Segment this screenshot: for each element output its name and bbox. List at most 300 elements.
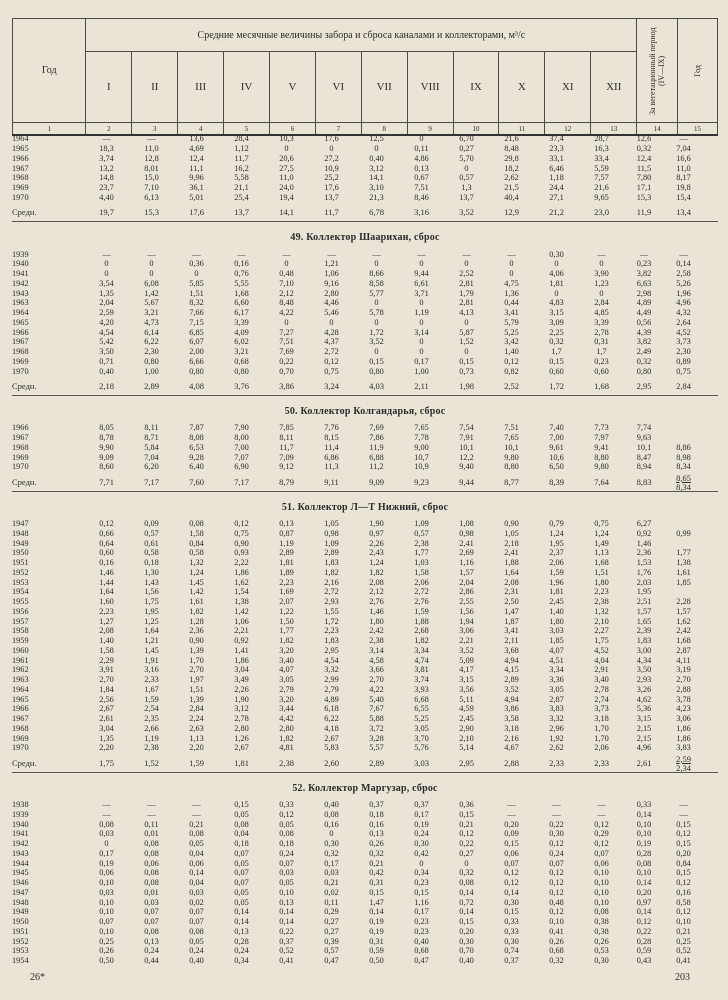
table-row <box>12 173 718 183</box>
cell-value: 0,41 <box>549 926 564 936</box>
cell-value: 1,80 <box>369 616 384 626</box>
mean-value: 4,03 <box>369 381 384 391</box>
cell-value: 3,20 <box>279 645 294 655</box>
header-month: XII <box>591 52 637 123</box>
cell-value: 8,78 <box>99 433 114 443</box>
cell-value: 0,08 <box>594 907 609 917</box>
cell-value: 10,7 <box>414 452 429 462</box>
cell-value: 4,52 <box>594 645 609 655</box>
cell-value: 1,45 <box>144 645 159 655</box>
header-months-row <box>13 52 718 123</box>
header-column-number: 11 <box>499 123 545 136</box>
row-year: 1969 <box>12 356 29 366</box>
cell-value: 0,07 <box>144 907 159 917</box>
cell-value: 5,77 <box>369 288 384 298</box>
cell-value: — <box>552 809 561 819</box>
cell-value: 0,16 <box>234 259 249 269</box>
header-month: VIII <box>407 52 453 123</box>
cell-value: 2,70 <box>369 675 384 685</box>
cell-value: 17,6 <box>324 134 339 144</box>
cell-value: 0,20 <box>459 926 474 936</box>
cell-value: 3,39 <box>594 317 609 327</box>
table-row <box>12 724 718 734</box>
cell-value: 27,1 <box>549 192 564 202</box>
cell-value: 2,68 <box>414 626 429 636</box>
cell-value: 6,27 <box>636 519 652 529</box>
cell-value: — <box>282 249 291 259</box>
cell-value: 8,00 <box>234 433 249 443</box>
cell-value: 7,54 <box>459 423 474 433</box>
cell-value: 0,17 <box>414 356 429 366</box>
cell-value: 1,43 <box>144 577 159 587</box>
cell-value: 7,66 <box>189 308 204 318</box>
cell-value: 8,80 <box>504 462 519 472</box>
mean-value: 1,59 <box>189 757 204 768</box>
cell-value: 1,05 <box>324 519 339 529</box>
cell-value: 0,58 <box>189 548 204 558</box>
cell-value: 8,58 <box>369 278 384 288</box>
cell-value: 2,70 <box>676 675 691 685</box>
cell-value: 3,52 <box>459 645 474 655</box>
cell-value: 0,08 <box>144 848 159 858</box>
cell-value: 7,15 <box>189 317 204 327</box>
cell-value: 2,00 <box>189 347 204 357</box>
cell-value: 2,89 <box>504 675 519 685</box>
cell-value: 0,75 <box>234 528 249 538</box>
cell-value: 0 <box>419 134 424 144</box>
cell-value: 1,54 <box>234 587 249 597</box>
cell-value: 2,20 <box>189 743 204 753</box>
mean-value: 3,86 <box>279 381 294 391</box>
cell-value: 1,41 <box>234 645 249 655</box>
cell-value: 0,52 <box>279 946 294 956</box>
cell-value: 2,30 <box>676 347 691 357</box>
cell-value: 7,65 <box>504 433 519 443</box>
cell-value: 0,17 <box>324 858 339 868</box>
cell-value: 6,55 <box>414 704 429 714</box>
cell-value: 2,12 <box>369 587 384 597</box>
cell-value: 2,72 <box>324 587 339 597</box>
cell-value: 0,48 <box>279 269 294 279</box>
cell-value: 0,18 <box>369 809 384 819</box>
table-row <box>12 819 718 829</box>
cell-value: 5,78 <box>369 308 384 318</box>
cell-value: 11,4 <box>324 442 339 452</box>
mean-value: 8,39 <box>549 476 564 487</box>
header-column-number: 9 <box>407 123 453 136</box>
cell-value: 0,10 <box>594 868 609 878</box>
cell-value: 0,57 <box>414 528 429 538</box>
mean-value: 11,9 <box>636 207 652 218</box>
cell-value: 0,67 <box>414 173 429 183</box>
cell-value: 0,42 <box>414 848 429 858</box>
cell-value: 13,6 <box>189 134 204 144</box>
cell-value: 0,22 <box>459 839 474 849</box>
cell-value: 1,90 <box>369 519 384 529</box>
cell-value: 5,42 <box>99 337 114 347</box>
mean-annual-value: 2,59 <box>676 753 691 764</box>
cell-value: 13,2 <box>99 163 114 173</box>
cell-value: 2,99 <box>324 675 339 685</box>
cell-value: 1,24 <box>594 528 609 538</box>
cell-value: — <box>102 800 111 810</box>
cell-value: 4,46 <box>324 298 339 308</box>
cell-value: 6,68 <box>414 694 429 704</box>
cell-value: 0,26 <box>99 946 114 956</box>
cell-value: 28,4 <box>234 134 249 144</box>
cell-value: 1,81 <box>549 587 564 597</box>
cell-value: 6,22 <box>144 337 159 347</box>
cell-value: 10,1 <box>504 442 519 452</box>
cell-value: 1,86 <box>234 567 249 577</box>
mean-label: Средн. <box>12 757 37 768</box>
cell-value: 0,12 <box>324 356 339 366</box>
cell-value: 0,14 <box>234 907 249 917</box>
cell-value: 18,2 <box>504 163 519 173</box>
mean-value: 2,95 <box>459 757 474 768</box>
cell-value: 0,21 <box>459 819 474 829</box>
cell-value: 6,17 <box>234 308 249 318</box>
row-year: 1957 <box>12 616 29 626</box>
cell-value: 3,12 <box>369 163 384 173</box>
table-row <box>12 897 718 907</box>
section-title: 49. Коллектор Шаарихан, сброс <box>290 232 440 244</box>
row-year: 1964 <box>12 308 29 318</box>
cell-value: 0,12 <box>459 829 474 839</box>
cell-value: 2,26 <box>369 538 384 548</box>
cell-value: 3,49 <box>234 675 249 685</box>
cell-value: 2,56 <box>99 694 114 704</box>
cell-value: 1,83 <box>324 636 339 646</box>
cell-value: 1,09 <box>414 519 429 529</box>
cell-value: 0,14 <box>279 907 294 917</box>
cell-value: 0,50 <box>99 956 114 966</box>
section-divider <box>12 491 718 492</box>
table-row <box>12 927 718 937</box>
cell-value: 0,90 <box>189 636 204 646</box>
cell-value: 0,19 <box>369 926 384 936</box>
cell-value: 0,32 <box>549 337 564 347</box>
cell-value: 7,00 <box>234 442 249 452</box>
cell-value: 1,05 <box>504 528 519 538</box>
cell-value: 0,13 <box>234 926 249 936</box>
cell-value: 6,60 <box>234 298 249 308</box>
cell-value: 1,82 <box>414 636 429 646</box>
cell-value: 1,82 <box>189 606 204 616</box>
row-year: 1945 <box>12 868 29 878</box>
cell-value: 0,30 <box>459 936 474 946</box>
cell-value: 0,14 <box>459 887 474 897</box>
cell-value: 23,7 <box>99 183 114 193</box>
cell-value: 0,32 <box>369 848 384 858</box>
cell-value: 0 <box>464 347 469 357</box>
cell-value: 3,78 <box>676 694 691 704</box>
row-year: 1970 <box>12 462 29 472</box>
cell-value: 1,42 <box>189 587 204 597</box>
mean-value: 2,38 <box>279 757 294 768</box>
cell-value: 3,10 <box>369 183 384 193</box>
cell-value: — <box>372 249 381 259</box>
cell-value: 0,44 <box>504 298 519 308</box>
table-row <box>12 587 718 597</box>
table-row <box>12 288 718 298</box>
cell-value: 3,44 <box>279 704 294 714</box>
table-row <box>12 810 718 820</box>
header-column-number: 8 <box>361 123 407 136</box>
cell-value: 5,09 <box>459 655 474 665</box>
cell-value: 2,70 <box>99 675 114 685</box>
mean-value: 3,52 <box>459 207 474 218</box>
cell-value: 0,02 <box>324 887 339 897</box>
mean-annual-value: 8,65 <box>676 472 691 483</box>
table-row <box>12 548 718 558</box>
header-month: XI <box>545 52 591 123</box>
cell-value: 1,32 <box>189 558 204 568</box>
header-column-number: 12 <box>545 123 591 136</box>
header-column-number: 7 <box>315 123 361 136</box>
header-month: V <box>270 52 316 123</box>
cell-value: 5,59 <box>594 163 609 173</box>
cell-value: 1,51 <box>594 567 609 577</box>
cell-value: 2,93 <box>636 675 652 685</box>
cell-value: 1,52 <box>459 337 474 347</box>
cell-value: 5,11 <box>459 694 474 704</box>
cell-value: 1,18 <box>549 173 564 183</box>
cell-value: 0,03 <box>279 868 294 878</box>
cell-value: 1,46 <box>369 606 384 616</box>
cell-value: 8,46 <box>414 192 429 202</box>
mean-annual-subvalue: 8,34 <box>676 481 691 492</box>
footer-left-page-number: 26* <box>30 972 45 983</box>
cell-value: 1,25 <box>144 616 159 626</box>
table-row <box>12 423 718 433</box>
cell-value: 9,44 <box>414 269 429 279</box>
row-year: 1969 <box>12 452 29 462</box>
cell-value: 2,79 <box>324 684 339 694</box>
cell-value: 1,36 <box>504 288 519 298</box>
cell-value: 0,90 <box>504 519 519 529</box>
table-row <box>12 956 718 966</box>
cell-value: 1,28 <box>189 616 204 626</box>
cell-value: — <box>192 249 201 259</box>
cell-value: 8,60 <box>99 462 114 472</box>
cell-value: 0,14 <box>279 917 294 927</box>
cell-value: 0,47 <box>324 956 339 966</box>
cell-value: 2,15 <box>636 723 652 733</box>
table-row <box>12 558 718 568</box>
cell-value: 8,66 <box>369 269 384 279</box>
cell-value: 6,90 <box>234 462 249 472</box>
cell-value: 0,03 <box>99 887 114 897</box>
cell-value: 0,07 <box>549 858 564 868</box>
cell-value: 0,30 <box>504 897 519 907</box>
cell-value: 9,96 <box>189 173 204 183</box>
cell-value: 0,19 <box>636 839 652 849</box>
row-year: 1959 <box>12 636 29 646</box>
cell-value: 1,27 <box>99 616 114 626</box>
cell-value: 1,65 <box>636 616 652 626</box>
cell-value: 1,19 <box>414 308 429 318</box>
cell-value: 9,61 <box>549 442 564 452</box>
cell-value: 0,31 <box>369 936 384 946</box>
cell-value: 7,00 <box>549 433 564 443</box>
cell-value: 0,58 <box>676 897 691 907</box>
row-year: 1950 <box>12 548 29 558</box>
cell-value: 29,8 <box>504 153 519 163</box>
cell-value: 2,25 <box>549 327 564 337</box>
cell-value: 0,08 <box>234 819 249 829</box>
cell-value: 3,40 <box>279 655 294 665</box>
cell-value: 4,81 <box>279 743 294 753</box>
cell-value: 2,10 <box>459 733 474 743</box>
cell-value: 1,70 <box>189 655 204 665</box>
cell-value: 14,1 <box>369 173 384 183</box>
row-year: 1967 <box>12 337 29 347</box>
cell-value: 5,55 <box>234 278 249 288</box>
cell-value: 2,59 <box>99 308 114 318</box>
cell-value: 7,87 <box>189 423 204 433</box>
cell-value: 0,80 <box>144 356 159 366</box>
row-year: 1944 <box>12 858 29 868</box>
cell-value: — <box>417 249 426 259</box>
header-column-number: 13 <box>591 123 637 136</box>
cell-value: 33,1 <box>549 153 564 163</box>
row-year: 1943 <box>12 848 29 858</box>
cell-value: 3,52 <box>369 337 384 347</box>
cell-value: 13,7 <box>324 192 339 202</box>
header-year: Год <box>13 19 86 123</box>
cell-value: 2,03 <box>636 577 652 587</box>
cell-value: 3,06 <box>676 714 691 724</box>
cell-value: 8,48 <box>504 144 519 154</box>
cell-value: 1,40 <box>504 347 519 357</box>
cell-value: 0,80 <box>369 366 384 376</box>
cell-value: 0,14 <box>459 907 474 917</box>
cell-value: 3,15 <box>549 308 564 318</box>
cell-value: 2,81 <box>459 278 474 288</box>
cell-value: 0,12 <box>594 839 609 849</box>
cell-value: 1,24 <box>369 558 384 568</box>
cell-value: 12,8 <box>144 153 159 163</box>
row-year: 1940 <box>12 259 29 269</box>
row-year: 1949 <box>12 907 29 917</box>
row-year: 1947 <box>12 887 29 897</box>
cell-value: 16,6 <box>676 153 691 163</box>
cell-value: 0,79 <box>549 519 564 529</box>
cell-value: 0,32 <box>636 144 652 154</box>
header-column-number: 2 <box>86 123 132 136</box>
cell-value: 1,39 <box>189 645 204 655</box>
mean-value: 1,68 <box>594 381 609 391</box>
cell-value: 0 <box>419 347 424 357</box>
cell-value: 1,64 <box>504 567 519 577</box>
cell-value: 0 <box>599 259 604 269</box>
cell-value: 0,20 <box>504 819 519 829</box>
cell-value: 1,22 <box>279 606 294 616</box>
cell-value: 3,56 <box>459 684 474 694</box>
cell-value: 37,4 <box>549 134 564 144</box>
cell-value: 3,00 <box>636 645 652 655</box>
cell-value: 2,31 <box>504 587 519 597</box>
cell-value: 0,23 <box>414 926 429 936</box>
table-row <box>12 462 718 472</box>
cell-value: 0,22 <box>636 926 652 936</box>
cell-value: 11,0 <box>144 144 159 154</box>
cell-value: 0,15 <box>369 887 384 897</box>
cell-value: 1,03 <box>414 558 429 568</box>
cell-value: 3,16 <box>144 665 159 675</box>
cell-value: 4,51 <box>549 655 564 665</box>
cell-value: 4,67 <box>504 743 519 753</box>
cell-value: 23,3 <box>549 144 564 154</box>
table-row <box>12 946 718 956</box>
cell-value: 3,05 <box>414 723 429 733</box>
cell-value: 0,26 <box>369 839 384 849</box>
cell-value: 2,81 <box>459 298 474 308</box>
cell-value: 1,92 <box>549 733 564 743</box>
cell-value: 16,3 <box>594 144 609 154</box>
cell-value: 5,58 <box>234 173 249 183</box>
cell-value: 11,2 <box>369 462 384 472</box>
cell-value: 2,80 <box>234 723 249 733</box>
cell-value: 8,05 <box>99 423 114 433</box>
cell-value: 2,72 <box>324 347 339 357</box>
mean-row <box>12 472 718 492</box>
row-year: 1967 <box>12 163 29 173</box>
cell-value: 0 <box>419 337 424 347</box>
cell-value: 0,14 <box>234 917 249 927</box>
cell-value: 0,70 <box>459 946 474 956</box>
table-row <box>12 704 718 714</box>
cell-value: 2,12 <box>279 288 294 298</box>
row-year: 1943 <box>12 288 29 298</box>
cell-value: 2,64 <box>676 317 691 327</box>
table-row <box>12 366 718 376</box>
cell-value: 0,10 <box>99 907 114 917</box>
cell-value: 0,92 <box>234 636 249 646</box>
cell-value: 0,22 <box>279 926 294 936</box>
cell-value: 4,32 <box>676 308 691 318</box>
cell-value: 1,7 <box>596 347 607 357</box>
cell-value: 0,12 <box>279 809 294 819</box>
cell-value: — <box>147 134 156 144</box>
cell-value: 1,59 <box>144 694 159 704</box>
cell-value: 0,97 <box>369 528 384 538</box>
cell-value: 6,18 <box>324 704 339 714</box>
table-row <box>12 357 718 367</box>
cell-value: 3,82 <box>636 269 652 279</box>
cell-value: 1,62 <box>234 577 249 587</box>
cell-value: 5,88 <box>369 714 384 724</box>
cell-value: 0,23 <box>594 356 609 366</box>
cell-value: 6,50 <box>549 462 564 472</box>
cell-value: 8,11 <box>144 423 159 433</box>
cell-value: 1,53 <box>636 558 652 568</box>
cell-value: 0,75 <box>676 366 691 376</box>
cell-value: 1,47 <box>369 897 384 907</box>
table-row <box>12 800 718 810</box>
cell-value: 1,26 <box>234 733 249 743</box>
cell-value: 0,15 <box>676 819 691 829</box>
cell-value: 4,69 <box>189 144 204 154</box>
cell-value: 0 <box>374 317 379 327</box>
cell-value: 1,09 <box>324 538 339 548</box>
cell-value: 1,96 <box>676 288 691 298</box>
cell-value: 0,10 <box>279 887 294 897</box>
cell-value: 2,49 <box>636 347 652 357</box>
cell-value: 3,39 <box>234 317 249 327</box>
cell-value: 0,06 <box>504 848 519 858</box>
